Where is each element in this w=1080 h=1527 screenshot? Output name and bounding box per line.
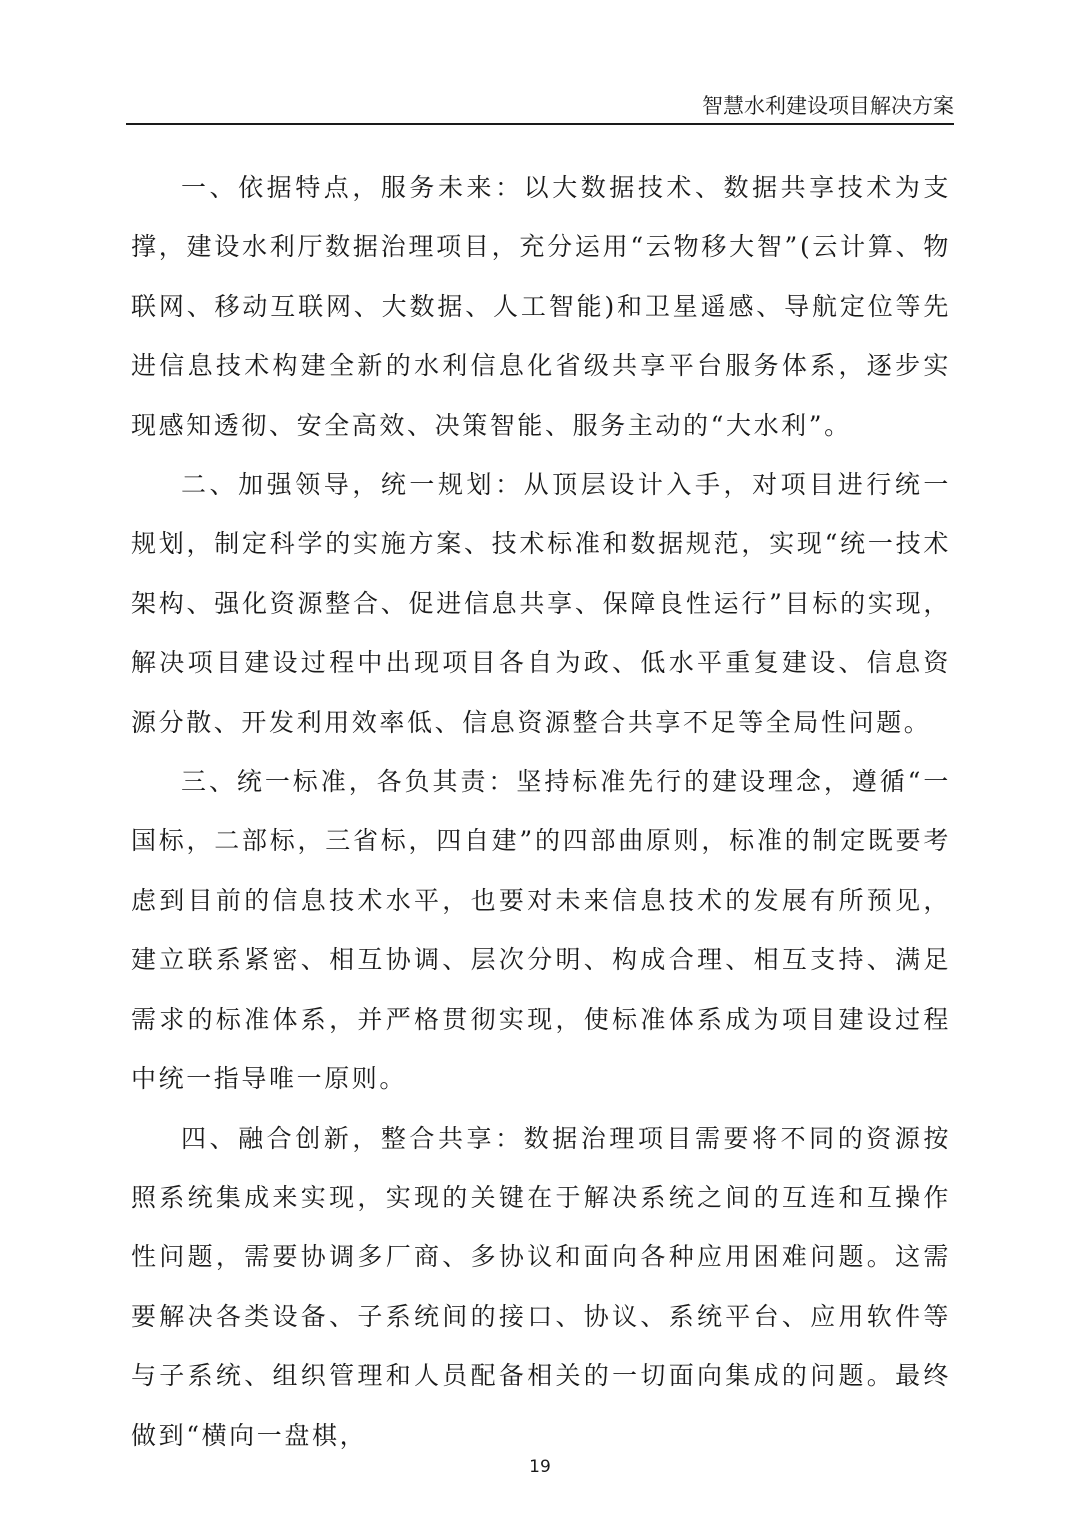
paragraph-3: 三、统一标准，各负其责：坚持标准先行的建设理念，遵循“一国标，二部标，三省标，四自建”的四部曲原则，标准的制定既要考虑到目前的信息技术水平，也要对未来信息技术的发展有所预见，建立联系紧密、相互协调、层次分明、构成合理、相互支持、满足需求的标准体系，并严格贯彻实现，使标准体系成为项目建设过程中统一指导唯一原则。 (131, 767, 951, 1094)
paragraph-1: 一、依据特点，服务未来：以大数据技术、数据共享技术为支撑，建设水利厅数据治理项目，充分运用“云物移大智”(云计算、物联网、移动互联网、大数据、人工智能)和卫星遥感、导航定位等先进信息技术构建全新的水利信息化省级共享平台服务体系，逐步实现感知透彻、安全高效、决策智能、服务主动的“大水利”。 (131, 173, 951, 440)
running-header-title: 智慧水利建设项目解决方案 (702, 94, 954, 118)
document-body (131, 158, 951, 1465)
paragraph-4: 四、融合创新，整合共享：数据治理项目需要将不同的资源按照系统集成来实现，实现的关键在于解决系统之间的互连和互操作性问题，需要协调多厂商、多协议和面向各种应用困难问题。这需要解决各类设备、子系统间的接口、协议、系统平台、应用软件等与子系统、组织管理和人员配备相关的一切面向集成的问题。最终做到“横向一盘棋， (131, 1123, 951, 1450)
page-number: 19 (529, 1457, 551, 1477)
paragraph-2: 二、加强领导，统一规划：从顶层设计入手，对项目进行统一规划，制定科学的实施方案、技术标准和数据规范，实现“统一技术架构、强化资源整合、促进信息共享、保障良性运行”目标的实现，解决项目建设过程中出现项目各自为政、低水平重复建设、信息资源分散、开发利用效率低、信息资源整合共享不足等全局性问题。 (131, 470, 951, 737)
header-divider (126, 123, 954, 125)
